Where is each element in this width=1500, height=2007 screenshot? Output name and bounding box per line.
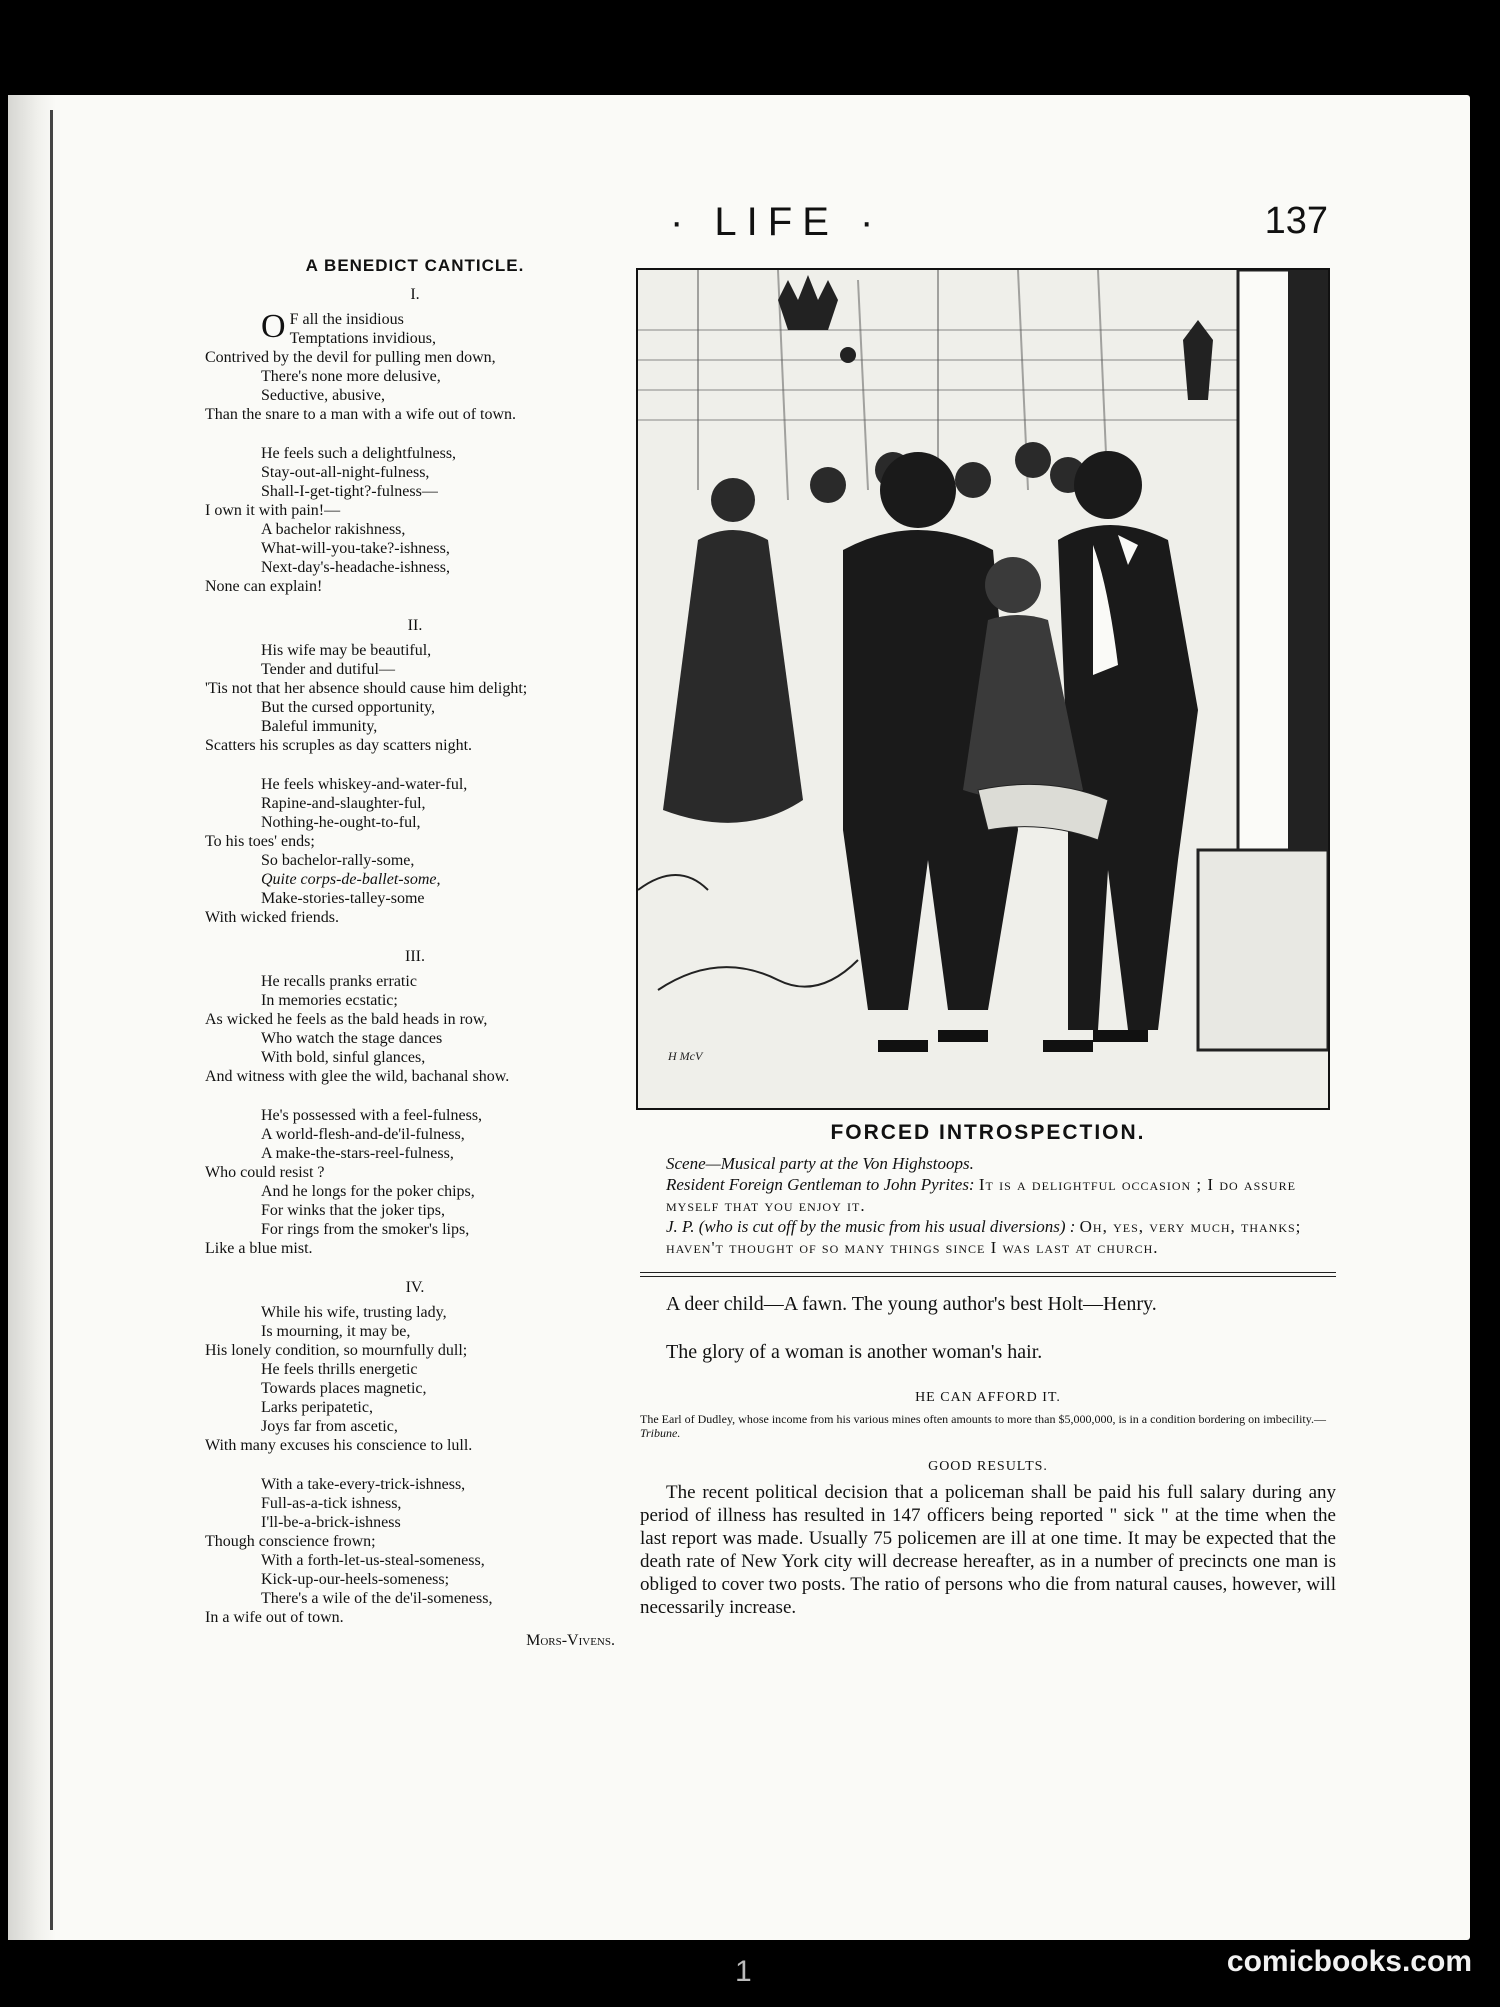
- double-rule-divider: [640, 1272, 1336, 1277]
- afford-text: The Earl of Dudley, whose income from his various mines often amounts to more than $5,000,000, is in a condition bordering on imbecility.—: [640, 1412, 1326, 1426]
- poem-line: Make-stories-talley-some: [261, 890, 425, 907]
- poem-line: Towards places magnetic,: [261, 1380, 427, 1397]
- poem-line: None can explain!: [205, 578, 323, 595]
- stanza: [205, 444, 625, 596]
- poem-line: Nothing-he-ought-to-ful,: [261, 814, 421, 831]
- poem-line: And witness with glee the wild, bachanal show.: [205, 1068, 510, 1085]
- afford-item: [640, 1412, 1336, 1440]
- poem-title: A BENEDICT CANTICLE.: [305, 256, 525, 275]
- stanza: [205, 775, 625, 927]
- poem-line: To his toes' ends;: [205, 833, 315, 850]
- poem-line: Scatters his scruples as day scatters night.: [205, 737, 473, 754]
- poem-line: Baleful immunity,: [261, 718, 378, 735]
- binding-edge: [50, 110, 53, 1930]
- page-number: 137: [1264, 200, 1328, 242]
- poem-line: But the cursed opportunity,: [261, 699, 436, 716]
- poem-line: In memories ecstatic;: [261, 992, 398, 1009]
- dialog-text: Oh, yes, very much, thanks; haven't thought of so many things since I was last at church.: [666, 1217, 1302, 1257]
- poem-line: In a wife out of town.: [205, 1609, 344, 1626]
- speaker-label: Resident Foreign Gentleman to John Pyrites:: [666, 1175, 975, 1194]
- stanza: [205, 972, 625, 1086]
- poem-line: So bachelor-rally-some,: [261, 852, 415, 869]
- afford-heading: HE CAN AFFORD IT.: [915, 1390, 1061, 1405]
- dialog-line: [640, 1216, 1336, 1258]
- poem-line: Than the snare to a man with a wife out of town.: [205, 406, 517, 423]
- poem-line: A bachelor rakishness,: [261, 521, 406, 538]
- stanza: [205, 641, 625, 755]
- poem-line: With bold, sinful glances,: [261, 1049, 426, 1066]
- poem-line: I own it with pain!—: [205, 502, 341, 519]
- poem-line: He recalls pranks erratic: [261, 973, 417, 990]
- poem-line: Rapine-and-slaughter-ful,: [261, 795, 426, 812]
- poem-line: With a take-every-trick-ishness,: [261, 1476, 466, 1493]
- section-numeral: III.: [405, 948, 425, 965]
- speaker-label: J. P. (who is cut off by the music from his usual diversions) :: [666, 1217, 1076, 1236]
- poem-line: For rings from the smoker's lips,: [261, 1221, 470, 1238]
- section-numeral: IV.: [405, 1279, 425, 1296]
- poem-line: Seductive, abusive,: [261, 387, 385, 404]
- poem-line: There's none more delusive,: [261, 368, 441, 385]
- joke-paragraph: A deer child—A fawn. The young author's best Holt—Henry.: [666, 1293, 1157, 1315]
- page-header: [600, 200, 1340, 250]
- poem-line: With a forth-let-us-steal-someness,: [261, 1552, 485, 1569]
- poem-line: F all the insidious: [289, 311, 404, 328]
- poem-line: He feels whiskey-and-water-ful,: [261, 776, 468, 793]
- cartoon-title: FORCED INTROSPECTION.: [830, 1121, 1146, 1144]
- poem-line: Who watch the stage dances: [261, 1030, 443, 1047]
- poem-line: While his wife, trusting lady,: [261, 1304, 447, 1321]
- poem-line: Though conscience frown;: [205, 1533, 376, 1550]
- stanza: [205, 1303, 625, 1455]
- poem-line: His lonely condition, so mournfully dull;: [205, 1342, 468, 1359]
- poem-line: Shall-I-get-tight?-fulness—: [261, 483, 438, 500]
- poem-line: He feels thrills energetic: [261, 1361, 418, 1378]
- poem-line: As wicked he feels as the bald heads in row,: [205, 1011, 488, 1028]
- page-binding-shadow: [8, 95, 56, 1940]
- poem-line: What-will-you-take?-ishness,: [261, 540, 450, 557]
- poem-line: Full-as-a-tick ishness,: [261, 1495, 402, 1512]
- results-heading: GOOD RESULTS.: [928, 1459, 1048, 1474]
- poem-line: With many excuses his conscience to lull.: [205, 1437, 473, 1454]
- poem-line: A world-flesh-and-de'il-fulness,: [261, 1126, 465, 1143]
- poem-line: Like a blue mist.: [205, 1240, 313, 1257]
- poem-line: Contrived by the devil for pulling men down,: [205, 349, 496, 366]
- poem-line: Is mourning, it may be,: [261, 1323, 411, 1340]
- poem-line: Next-day's-headache-ishness,: [261, 559, 451, 576]
- poem-line: With wicked friends.: [205, 909, 339, 926]
- cartoon-scene: Scene—Musical party at the Von Highstoops.: [666, 1154, 974, 1173]
- poem-column: [205, 256, 625, 1650]
- stanza: [205, 1475, 625, 1627]
- watermark-text: comicbooks.com: [1226, 1945, 1472, 1978]
- poem-signature: Mors-Vivens.: [526, 1632, 615, 1649]
- poem-line: A make-the-stars-reel-fulness,: [261, 1145, 454, 1162]
- section-numeral: I.: [410, 286, 420, 303]
- poem-line: Tender and dutiful—: [261, 661, 395, 678]
- poem-line: 'Tis not that her absence should cause him delight;: [205, 680, 528, 697]
- results-paragraph: The recent political decision that a policeman shall be paid his full salary during any period of illness has resulted in 147 officers being reported " sick " at the time when the last report was made. Usually 75 policemen are ill at one time. It may be expected that the death rate of New York city will decrease hereafter, as in a number of precincts one man is obliged to cover two posts. The ratio of persons who die from natural causes, however, will necessarily increase.: [640, 1482, 1336, 1618]
- poem-line: And he longs for the poker chips,: [261, 1183, 475, 1200]
- party-illustration: [636, 268, 1330, 1110]
- artist-signature: H McV: [668, 1049, 703, 1063]
- stanza: [205, 310, 625, 424]
- poem-line: Who could resist ?: [205, 1164, 325, 1181]
- poem-line: He feels such a delightfulness,: [261, 445, 457, 462]
- afford-source: Tribune.: [640, 1426, 681, 1440]
- poem-line: For winks that the joker tips,: [261, 1202, 445, 1219]
- poem-line: Temptations invidious,: [289, 330, 436, 347]
- dialog-line: [640, 1174, 1336, 1216]
- poem-line: Quite corps-de-ballet-some,: [261, 871, 441, 888]
- poem-line: Stay-out-all-night-fulness,: [261, 464, 430, 481]
- poem-line: There's a wile of the de'il-someness,: [261, 1590, 493, 1607]
- cartoon-column: [640, 1122, 1336, 1619]
- dialog-text: It is a delightful occasion ; I do assure myself that you enjoy it.: [666, 1175, 1296, 1215]
- poem-line: Kick-up-our-heels-someness;: [261, 1571, 450, 1588]
- joke-paragraph: The glory of a woman is another woman's hair.: [666, 1341, 1043, 1363]
- pencil-mark: 1: [735, 1955, 752, 1988]
- poem-line: He's possessed with a feel-fulness,: [261, 1107, 483, 1124]
- poem-line: I'll-be-a-brick-ishness: [261, 1514, 401, 1531]
- engraving-drawing: [638, 270, 1328, 1108]
- poem-line: His wife may be beautiful,: [261, 642, 432, 659]
- section-numeral: II.: [407, 617, 423, 634]
- poem-line: Larks peripatetic,: [261, 1399, 373, 1416]
- stanza: [205, 1106, 625, 1258]
- poem-line: Joys far from ascetic,: [261, 1418, 398, 1435]
- drop-cap: O: [261, 308, 286, 345]
- magazine-title: · LIFE ·: [670, 200, 884, 244]
